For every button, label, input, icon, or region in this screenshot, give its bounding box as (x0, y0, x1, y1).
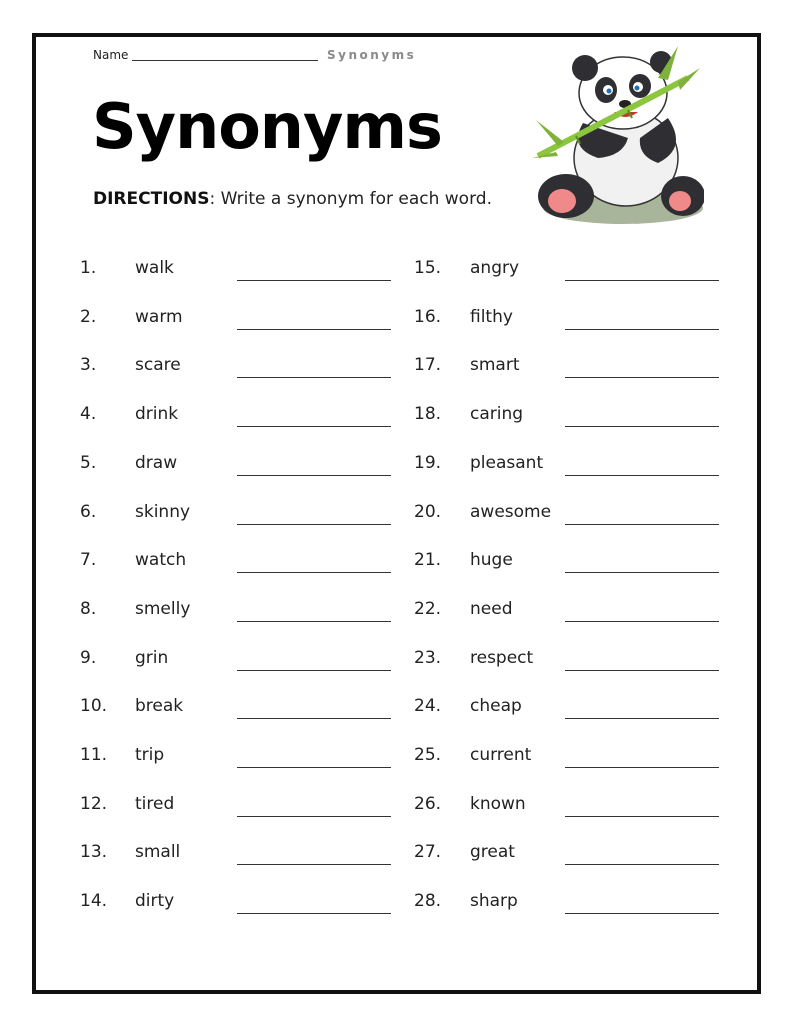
answer-line[interactable] (237, 864, 391, 865)
vocab-word: awesome (470, 501, 552, 522)
vocab-word: draw (135, 452, 178, 473)
item-number: 2. (80, 306, 97, 327)
item-number: 10. (80, 696, 108, 717)
name-field-line[interactable] (132, 60, 318, 61)
answer-line[interactable] (565, 816, 719, 817)
item-number: 5. (80, 452, 97, 473)
item-number: 7. (80, 550, 97, 571)
vocab-word: smelly (135, 598, 191, 619)
vocab-word: warm (135, 306, 183, 327)
vocab-word: sharp (470, 891, 518, 912)
item-number: 15. (414, 258, 442, 278)
vocab-word: walk (135, 258, 174, 278)
panda-icon (528, 38, 704, 228)
vocab-word: smart (470, 355, 520, 376)
item-number: 12. (80, 793, 108, 814)
vocab-word: need (470, 598, 513, 619)
vocab-word: great (470, 842, 515, 863)
vocab-word: angry (470, 258, 520, 278)
item-number: 14. (80, 891, 108, 912)
item-number: 19. (414, 452, 442, 473)
vocab-word: filthy (470, 306, 513, 327)
vocab-word: break (135, 696, 184, 717)
answer-line[interactable] (237, 377, 391, 378)
item-number: 22. (414, 598, 442, 619)
item-number: 28. (414, 891, 442, 912)
answer-line[interactable] (237, 816, 391, 817)
answer-line[interactable] (237, 426, 391, 427)
answer-line[interactable] (565, 329, 719, 330)
item-number: 3. (80, 355, 97, 376)
answer-line[interactable] (565, 280, 719, 281)
vocab-word: current (470, 745, 532, 765)
item-number: 9. (80, 647, 97, 668)
answer-line[interactable] (565, 621, 719, 622)
answer-line[interactable] (237, 670, 391, 671)
directions (93, 189, 492, 209)
answer-line[interactable] (237, 718, 391, 719)
item-number: 6. (80, 501, 97, 522)
item-number: 16. (414, 306, 442, 327)
vocab-word: scare (135, 355, 181, 376)
answer-line[interactable] (565, 572, 719, 573)
answer-line[interactable] (565, 718, 719, 719)
vocab-word: trip (135, 745, 165, 765)
answer-line[interactable] (237, 572, 391, 573)
item-number: 26. (414, 793, 442, 814)
item-number: 1. (80, 258, 97, 278)
answer-line[interactable] (237, 913, 391, 914)
vocab-word: watch (135, 550, 187, 571)
answer-line[interactable] (237, 524, 391, 525)
answer-line[interactable] (565, 377, 719, 378)
vocab-word: drink (135, 404, 179, 425)
item-number: 17. (414, 355, 442, 376)
item-number: 27. (414, 842, 442, 863)
answer-line[interactable] (565, 767, 719, 768)
vocab-word: pleasant (470, 452, 544, 473)
vocab-word: dirty (135, 891, 175, 912)
item-number: 4. (80, 404, 97, 425)
vocab-word: small (135, 842, 181, 863)
vocab-word: skinny (135, 501, 191, 522)
vocab-word: caring (470, 404, 524, 425)
item-number: 23. (414, 647, 442, 668)
item-number: 11. (80, 745, 108, 765)
vocab-word: cheap (470, 696, 522, 717)
vocab-word: grin (135, 647, 169, 668)
answer-line[interactable] (565, 864, 719, 865)
item-number: 8. (80, 598, 97, 619)
answer-line[interactable] (237, 475, 391, 476)
vocab-word: tired (135, 793, 175, 814)
vocab-word: huge (470, 550, 513, 571)
directions-text: : Write a synonym for each word. (209, 189, 492, 209)
item-number: 13. (80, 842, 108, 863)
answer-line[interactable] (565, 670, 719, 671)
directions-label: DIRECTIONS (93, 189, 210, 209)
page-title: Synonyms (92, 90, 442, 163)
item-number: 20. (414, 501, 442, 522)
item-number: 21. (414, 550, 442, 571)
item-number: 24. (414, 696, 442, 717)
vocab-word: known (470, 793, 526, 814)
answer-line[interactable] (565, 475, 719, 476)
vocab-word: respect (470, 647, 534, 668)
answer-line[interactable] (237, 767, 391, 768)
answer-line[interactable] (565, 524, 719, 525)
answer-line[interactable] (237, 329, 391, 330)
header-subject: Synonyms (327, 48, 417, 62)
name-label: Name (93, 48, 129, 62)
answer-line[interactable] (565, 426, 719, 427)
item-number: 25. (414, 745, 442, 765)
answer-line[interactable] (237, 280, 391, 281)
item-number: 18. (414, 404, 442, 425)
answer-line[interactable] (565, 913, 719, 914)
answer-line[interactable] (237, 621, 391, 622)
